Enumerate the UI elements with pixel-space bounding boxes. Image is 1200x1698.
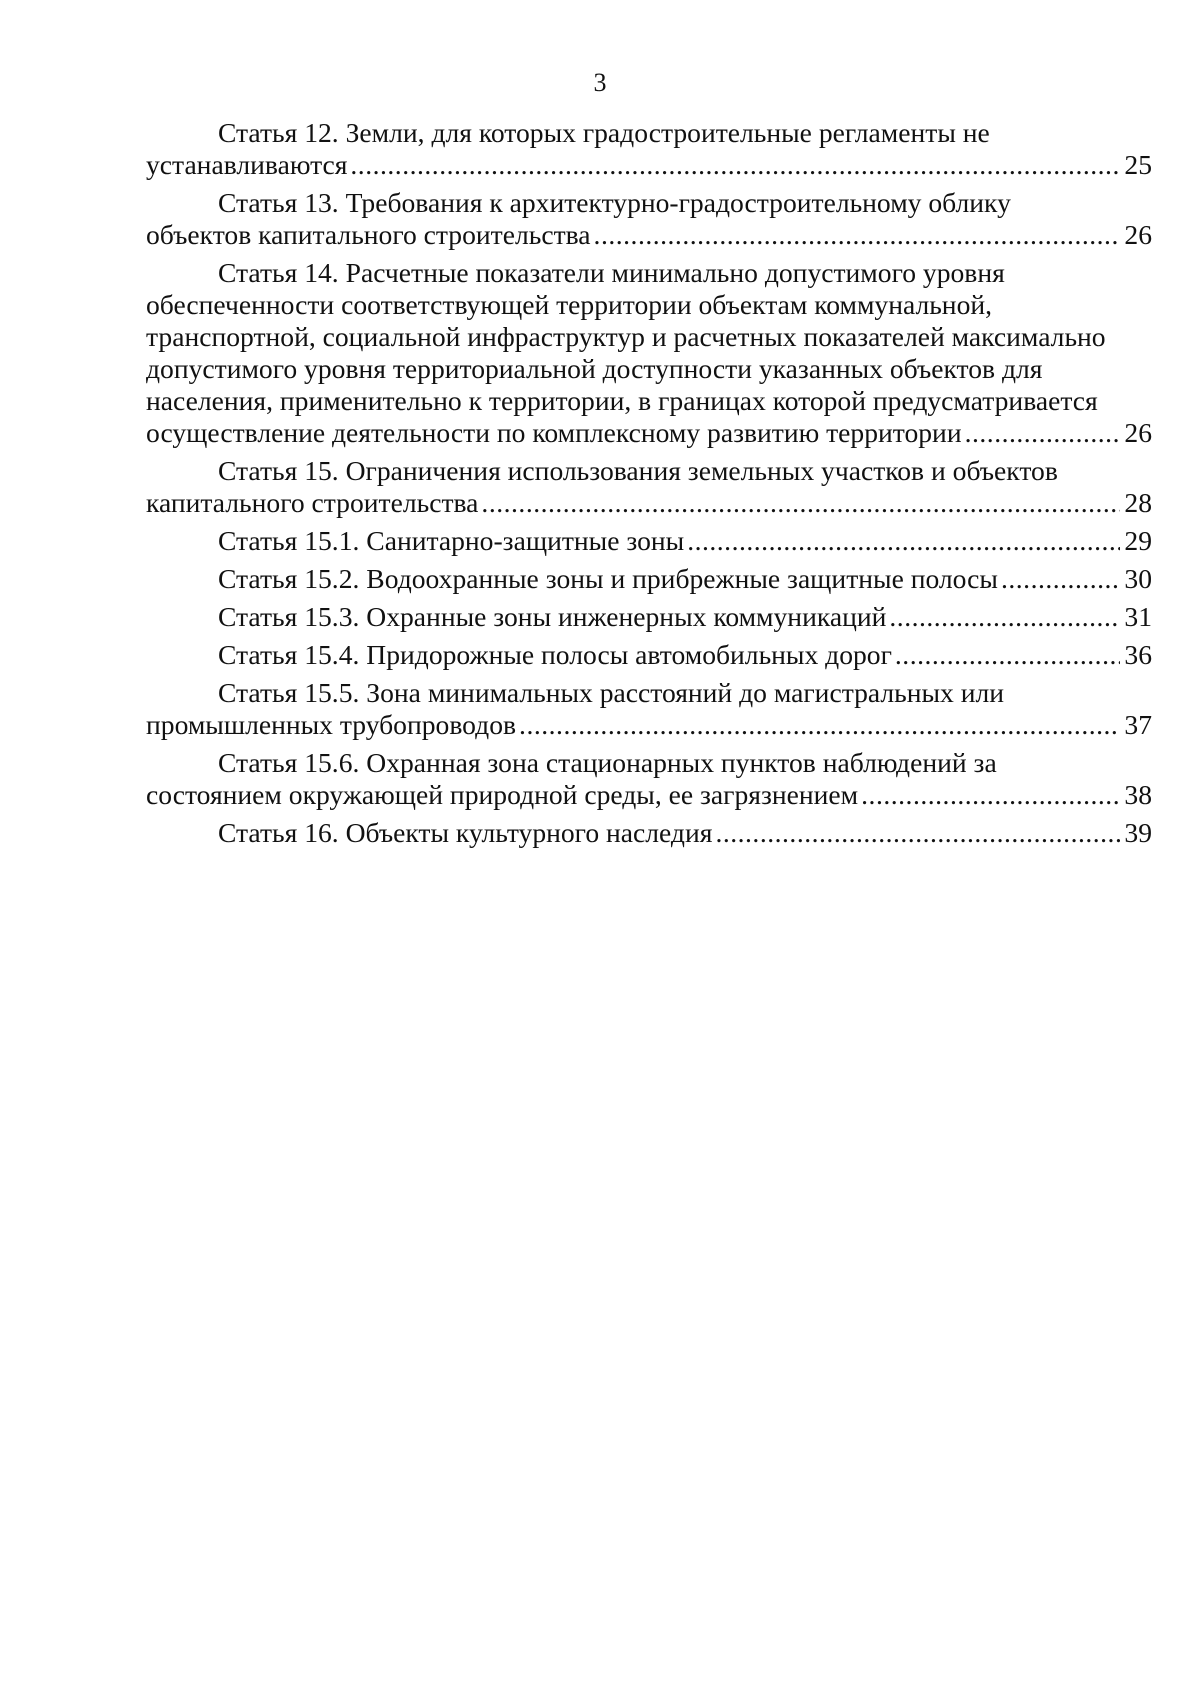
toc-page-number: 36 [1124,639,1152,670]
table-of-contents [146,117,1152,855]
toc-page-number: 26 [1124,417,1152,448]
toc-entry[interactable] [146,257,1152,449]
dot-leader [861,779,1120,811]
dot-leader [350,149,1120,181]
toc-entry-last-line [146,817,1152,849]
toc-entry-last-line [146,417,1152,449]
toc-entry[interactable] [146,677,1152,741]
toc-entry-text-line: обеспеченности соответствующей территории объектам коммунальной, [146,289,993,320]
toc-entry[interactable] [146,525,1152,557]
dot-leader [895,639,1121,671]
toc-entry-title: Статья 15.2. Водоохранные зоны и прибрежные защитные полосы [218,563,998,594]
toc-entry[interactable] [146,187,1152,251]
toc-entry-title: устанавливаются [146,149,348,180]
toc-entry[interactable] [146,601,1152,633]
toc-page-number: 25 [1124,149,1152,180]
toc-entry-last-line [146,487,1152,519]
dot-leader [965,417,1121,449]
toc-entry-last-line [146,601,1152,633]
toc-entry[interactable] [146,639,1152,671]
toc-entry-last-line [146,149,1152,181]
toc-page-number: 26 [1124,219,1152,250]
toc-entry-text-line: Статья 15.6. Охранная зона стационарных пунктов наблюдений за [218,747,997,778]
toc-entry-last-line [146,709,1152,741]
toc-entry-title: промышленных трубопроводов [146,709,517,740]
dot-leader [519,709,1120,741]
toc-entry-last-line [146,639,1152,671]
toc-entry-title: объектов капитального строительства [146,219,591,250]
toc-entry-last-line [146,219,1152,251]
toc-entry-text-line: Статья 15. Ограничения использования земельных участков и объектов [218,455,1058,486]
toc-page-number: 31 [1124,601,1152,632]
toc-entry-text-line: допустимого уровня территориальной доступности указанных объектов для [146,353,1043,384]
toc-entry-title: Статья 16. Объекты культурного наследия [218,817,713,848]
dot-leader [481,487,1120,519]
toc-entry-text-line: Статья 12. Земли, для которых градостроительные регламенты не [218,117,990,148]
toc-entry-text-line: Статья 14. Расчетные показатели минимально допустимого уровня [218,257,1005,288]
toc-page-number: 28 [1124,487,1152,518]
toc-entry-last-line [146,525,1152,557]
toc-entry-title: состоянием окружающей природной среды, ее загрязнением [146,779,859,810]
toc-entry[interactable] [146,817,1152,849]
toc-entry-title: Статья 15.1. Санитарно-защитные зоны [218,525,685,556]
toc-entry[interactable] [146,563,1152,595]
toc-entry-text-line: Статья 15.5. Зона минимальных расстояний до магистральных или [218,677,1005,708]
dot-leader [687,525,1120,557]
toc-entry[interactable] [146,117,1152,181]
toc-entry-title: Статья 15.4. Придорожные полосы автомобильных дорог [218,639,892,670]
toc-page-number: 29 [1124,525,1152,556]
toc-entry[interactable] [146,455,1152,519]
toc-entry-title: осуществление деятельности по комплексному развитию территории [146,417,962,448]
dot-leader [1001,563,1120,595]
toc-page-number: 39 [1124,817,1152,848]
toc-entry-title: Статья 15.3. Охранные зоны инженерных коммуникаций [218,601,887,632]
dot-leader [889,601,1120,633]
toc-page-number: 30 [1124,563,1152,594]
toc-page-number: 38 [1124,779,1152,810]
toc-entry-title: капитального строительства [146,487,479,518]
dot-leader [594,219,1121,251]
toc-entry-last-line [146,779,1152,811]
toc-entry-text-line: транспортной, социальной инфраструктур и расчетных показателей максимально [146,321,1106,352]
dot-leader [715,817,1120,849]
toc-entry-last-line [146,563,1152,595]
toc-entry-text-line: населения, применительно к территории, в границах которой предусматривается [146,385,1098,416]
page-number: 3 [593,68,607,97]
toc-entry[interactable] [146,747,1152,811]
toc-page-number: 37 [1124,709,1152,740]
toc-entry-text-line: Статья 13. Требования к архитектурно-градостроительному облику [218,187,1011,218]
